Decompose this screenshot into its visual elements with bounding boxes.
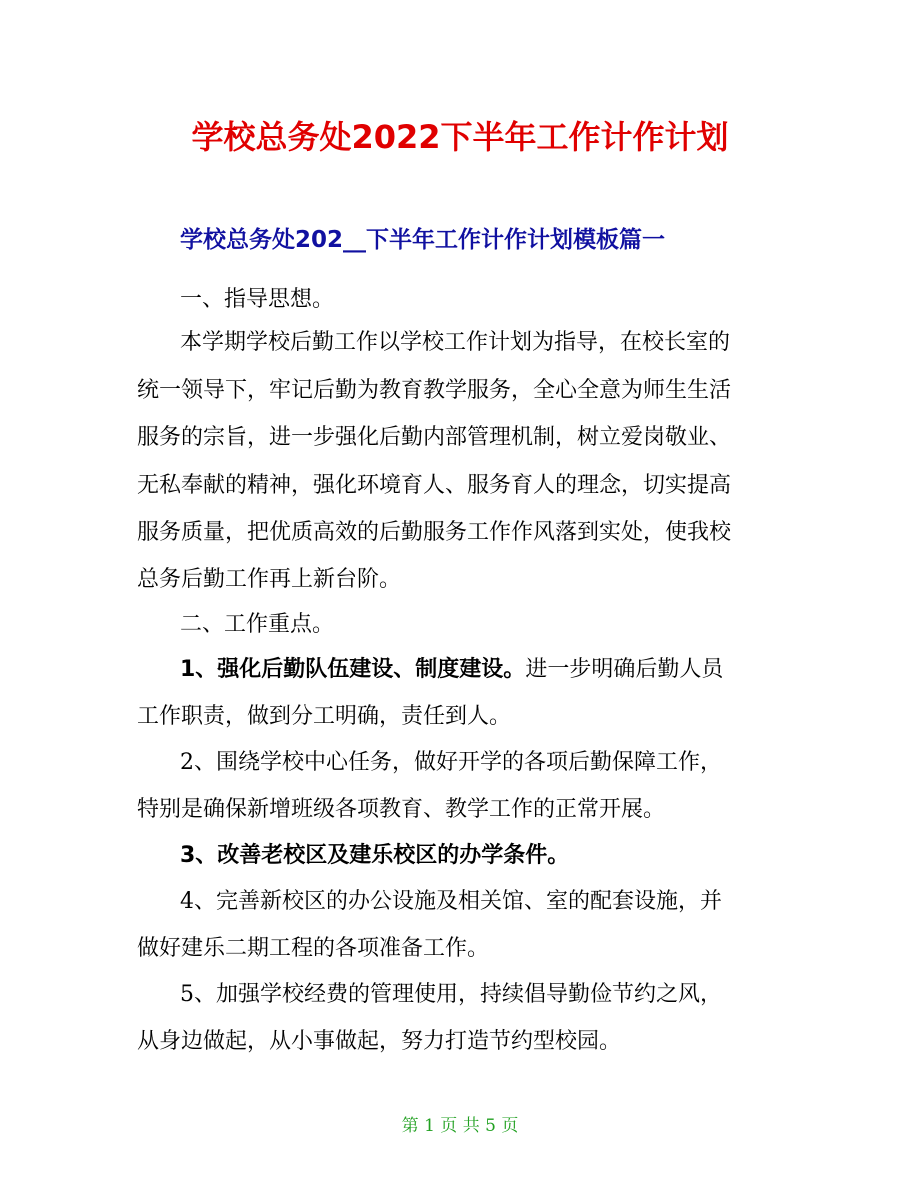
paragraph-line — [137, 1022, 797, 1062]
paragraph-text: 进一步明确后勤人员 — [525, 657, 724, 682]
paragraph-line — [137, 790, 797, 830]
heading-guiding-thought — [180, 280, 840, 320]
paragraph-line — [137, 697, 797, 737]
paragraph-text: 本学期学校后勤工作以学校工作计划为指导，在校长室的 — [180, 330, 731, 355]
paragraph-text: 二、工作重点。 — [180, 612, 335, 637]
paragraph-text: 5、加强学校经费的管理使用，持续倡导勤俭节约之风， — [180, 982, 722, 1007]
paragraph-line — [137, 418, 797, 458]
paragraph-text: 服务的宗旨，进一步强化后勤内部管理机制，树立爱岗敬业、 — [137, 425, 732, 450]
paragraph-text: 从身边做起，从小事做起，努力打造节约型校园。 — [137, 1029, 622, 1054]
paragraph-line — [180, 882, 840, 922]
paragraph-line — [137, 371, 797, 411]
section-heading: 学校总务处202__下半年工作计作计划模板篇一 — [180, 227, 666, 253]
paragraph-line — [180, 323, 840, 363]
paragraph-line — [137, 466, 797, 506]
document-title: 学校总务处2022下半年工作计作计划 — [191, 118, 729, 156]
paragraph-text: 工作职责，做到分工明确，责任到人。 — [137, 704, 512, 729]
paragraph-line — [180, 743, 840, 783]
paragraph-text: 服务质量，把优质高效的后勤服务工作作风落到实处，使我校 — [137, 520, 732, 545]
page-footer: 第 1 页 共 5 页 — [401, 1116, 519, 1136]
paragraph-line — [180, 975, 840, 1015]
paragraph-line — [180, 650, 840, 690]
bold-lead-text: 3、改善老校区及建乐校区的办学条件。 — [180, 843, 570, 868]
paragraph-text: 无私奉献的精神，强化环境育人、服务育人的理念，切实提高 — [137, 473, 732, 498]
paragraph-text: 统一领导下，牢记后勤为教育教学服务，全心全意为师生生活 — [137, 378, 732, 403]
paragraph-text: 特别是确保新增班级各项教育、教学工作的正常开展。 — [137, 797, 666, 822]
paragraph-text: 一、指导思想。 — [180, 287, 335, 312]
paragraph-text: 4、完善新校区的办公设施及相关馆、室的配套设施，并 — [180, 889, 722, 914]
paragraph-line — [180, 836, 840, 876]
paragraph-line — [137, 560, 797, 600]
paragraph-text: 做好建乐二期工程的各项准备工作。 — [137, 936, 490, 961]
bold-lead-text: 1、强化后勤队伍建设、制度建设。 — [180, 657, 526, 682]
paragraph-line — [137, 513, 797, 553]
paragraph-line — [137, 929, 797, 969]
heading-work-focus — [180, 605, 840, 645]
paragraph-text: 总务后勤工作再上新台阶。 — [137, 567, 402, 592]
paragraph-text: 2、围绕学校中心任务，做好开学的各项后勤保障工作， — [180, 750, 722, 775]
